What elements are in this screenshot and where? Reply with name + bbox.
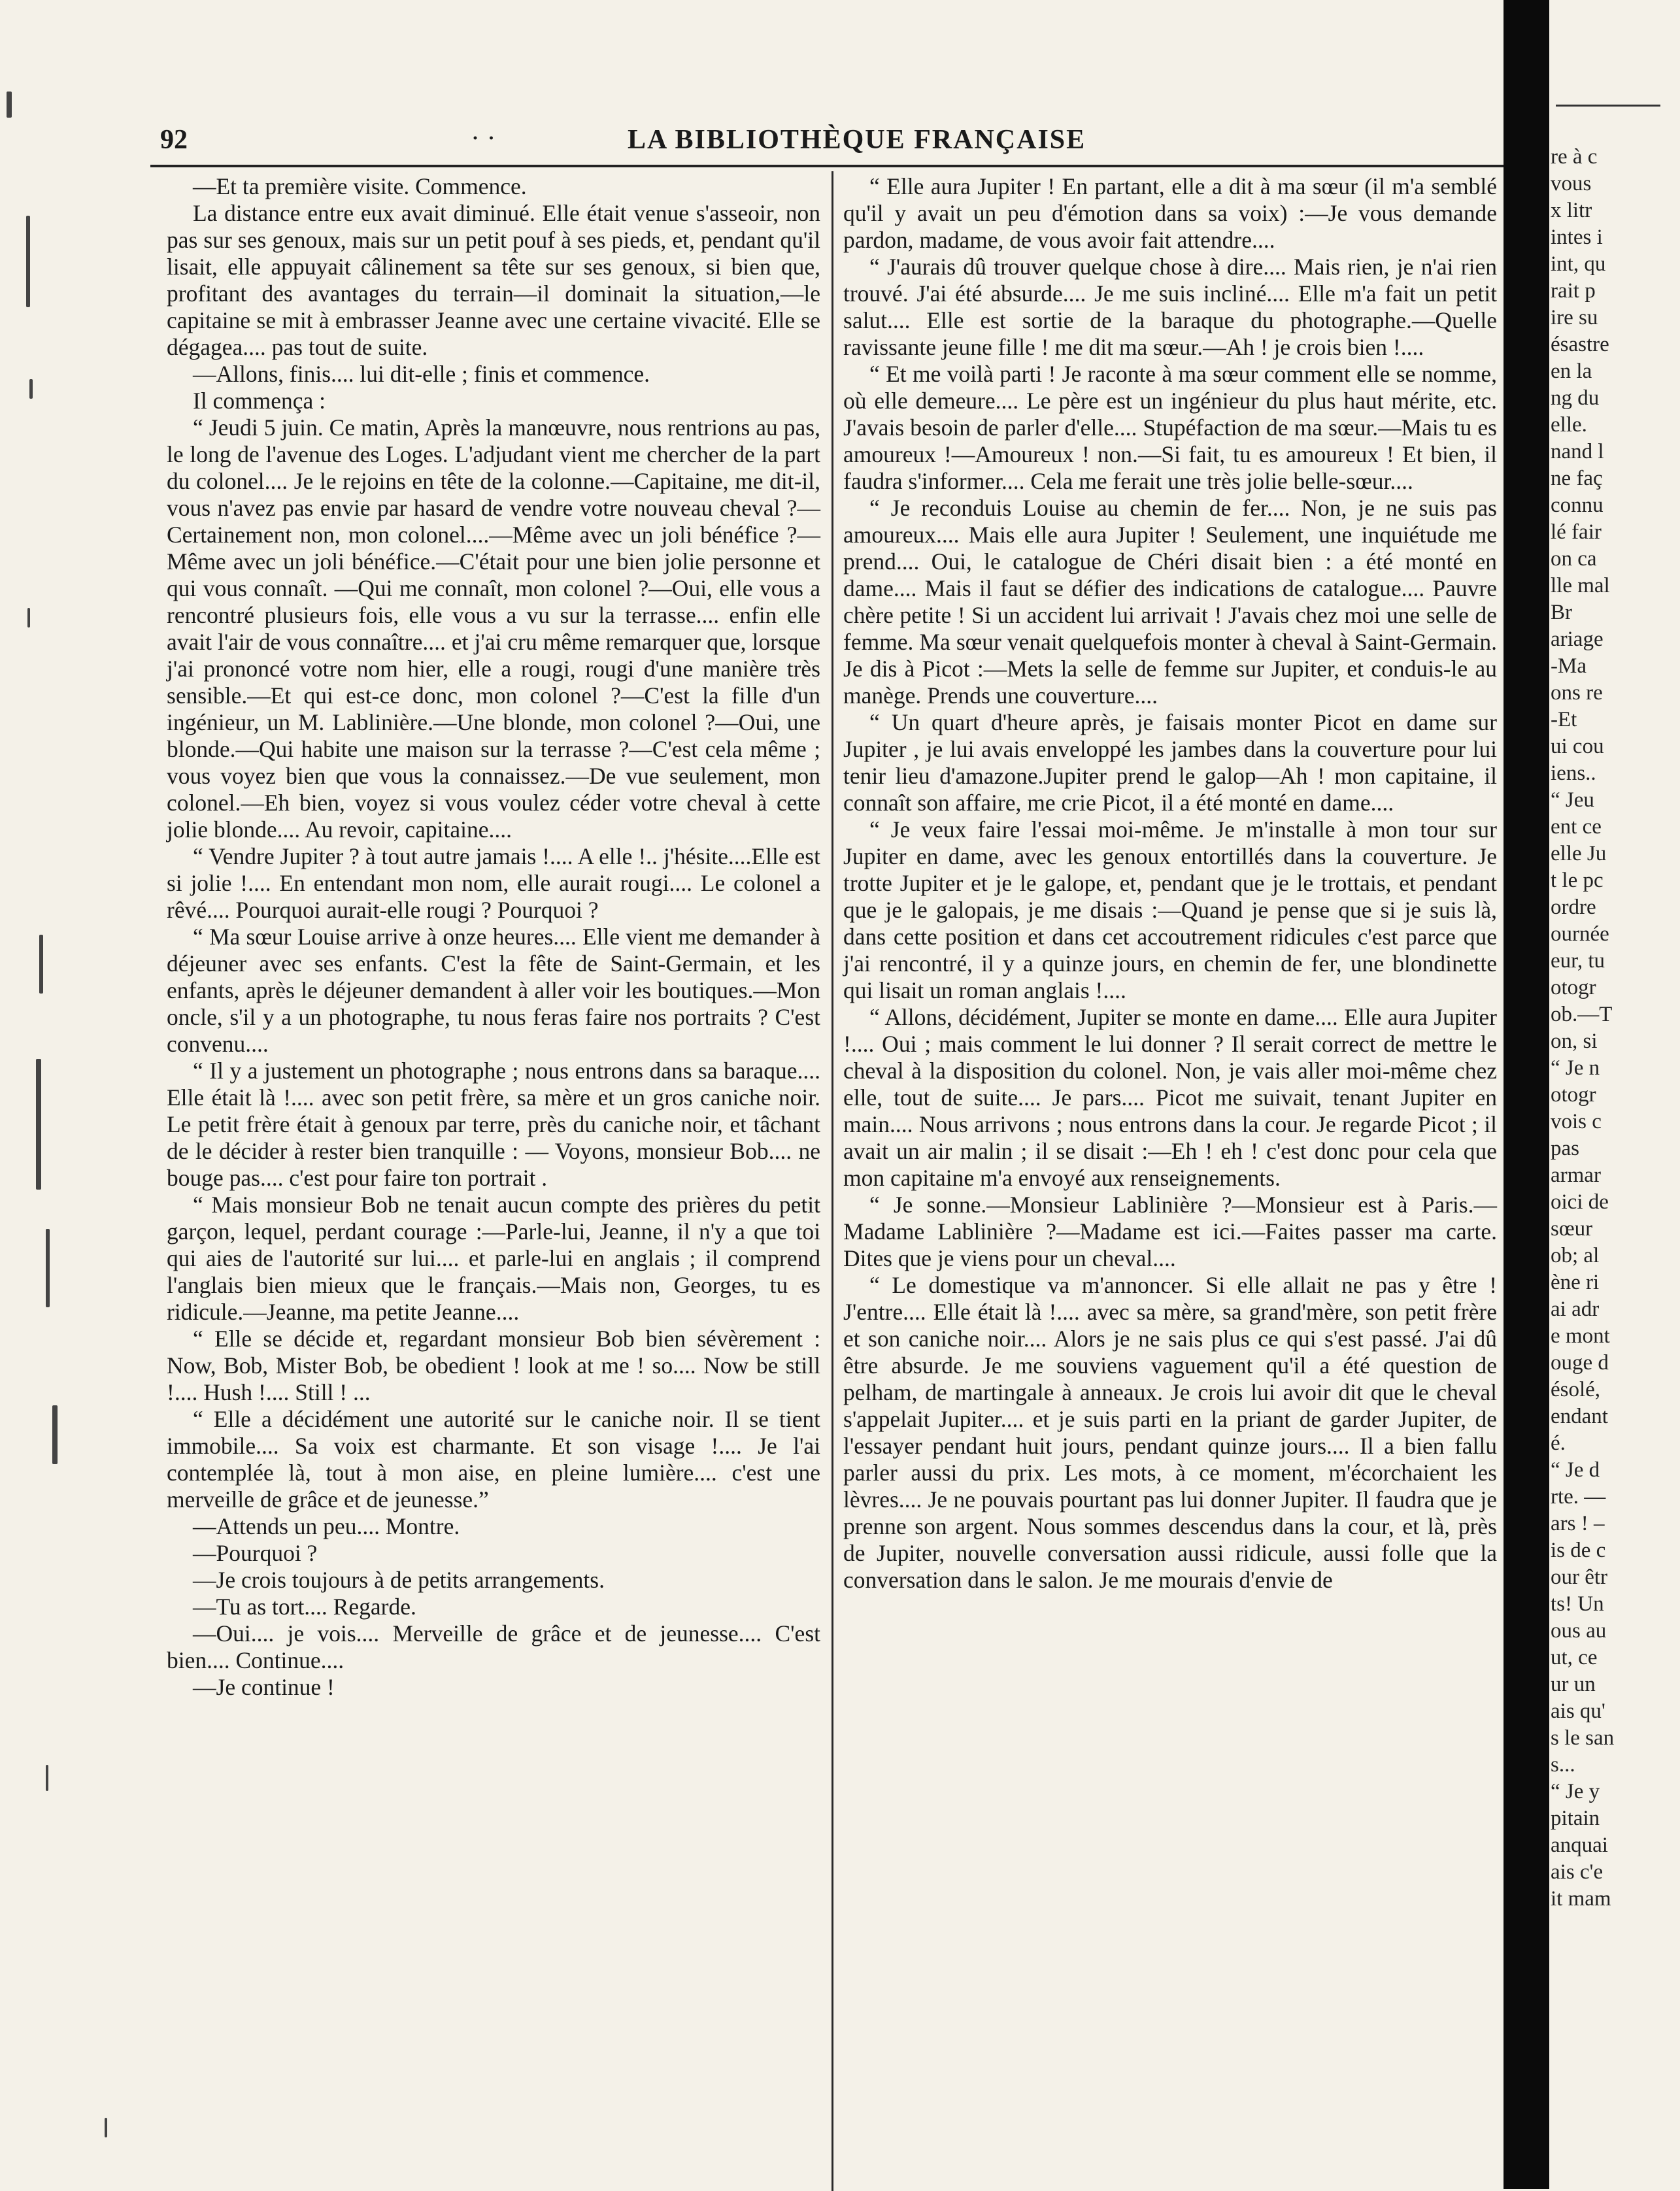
bleed-line: ts! Un [1551,1592,1604,1616]
column-divider [832,171,833,2191]
paragraph: —Et ta première visite. Commence. [193,173,527,199]
bleed-line: Br [1551,601,1572,624]
paragraph: “ J'aurais dû trouver quelque chose à dire.... Mais rien, je n'ai rien trouvé. J'ai été absurde.... Je me suis incliné.... Elle m'a fait un petit salut.... Elle est sortie de la baraque du photographe.—Quelle ravissante jeune fille ! me dit ma sœur.—Ah ! je crois bien !.... [843,254,1497,360]
paragraph: “ Je reconduis Louise au chemin de fer.... Non, je ne suis pas amoureux.... Mais elle aura Jupiter ! Seulement, une inquiétude me prend.... Oui, le catalogue de Chéri disait bien : a été monté en dame.... Mais il faut se défier des indications de catalogue.... Pauvre chère petite ! Si un accident lui arrivait ! J'avais chez moi une selle de femme. Ma sœur venait quelquefois monter à cheval à Saint-Germain. Je dis à Picot :—Mets la selle de femme sur Jupiter, et conduis-le au manège. Prends une couverture.... [843,495,1497,709]
bleed-line: “ Je n [1551,1056,1600,1080]
bleed-line: ob; al [1551,1244,1600,1267]
paragraph: La distance entre eux avait diminué. Elle était venue s'asseoir, non pas sur ses genoux, mais sur un petit pouf à ses pieds, et, pendant qu'il lisait, elle appuyait câlinement sa tête sur ses genoux, si bien que, profitant des avantages du terrain—il dominait la situation,—le capitaine se mit à embrasser Jeanne avec une certaine vivacité. Elle se dégagea.... pas tout de suite. [167,200,820,360]
bleed-line: ons re [1551,681,1603,705]
bleed-line: -Ma [1551,654,1587,678]
paragraph: “ Elle se décide et, regardant monsieur Bob bien sévèrement : Now, Bob, Mister Bob, be obedient ! look at me ! so.... Now be still !.... Hush !.... Still ! ... [167,1326,820,1405]
bleed-line: s... [1551,1753,1575,1777]
header-dots: · · [471,124,496,154]
paragraph: “ Vendre Jupiter ? à tout autre jamais !.... A elle !.. j'hésite....Elle est si jolie !.... En entendant mon nom, elle aurait rougi.... Le colonel a rêvé.... Pourquoi aurait-elle rougi ? Pourquoi ? [167,843,820,923]
adjacent-page-bleed [1551,144,1675,1913]
bleed-line: ène ri [1551,1271,1600,1294]
paragraph: “ Je sonne.—Monsieur Lablinière ?—Monsieur est à Paris.—Madame Lablinière ?—Madame est ici.—Faites passer ma carte. Dites que je viens pour un cheval.... [843,1192,1497,1271]
bleed-line: -Et [1551,708,1577,731]
bleed-line: our êtr [1551,1565,1608,1589]
bleed-line: rte. — [1551,1485,1606,1509]
bleed-line: on ca [1551,547,1597,571]
paragraph: “ Un quart d'heure après, je faisais monter Picot en dame sur Jupiter , je lui avais enveloppé les jambes dans la couverture pour lui tenir lieu d'amazone.Jupiter prend le galop—Ah ! mon capitaine, il connaît son affaire, me crie Picot, il a été monté en dame.... [843,709,1497,816]
bleed-line: ui cou [1551,735,1604,758]
bleed-line: is de c [1551,1539,1606,1562]
binding-shadow [1504,0,1549,2189]
bleed-line: iens.. [1551,761,1596,785]
bleed-line: ésastre [1551,333,1609,356]
bleed-line: on, si [1551,1029,1598,1053]
bleed-line: oici de [1551,1190,1609,1214]
bleed-line: lé fair [1551,520,1602,544]
paragraph: —Tu as tort.... Regarde. [193,1594,416,1620]
bleed-line: ouge d [1551,1351,1609,1375]
bleed-line: eur, tu [1551,949,1605,973]
bleed-line: int, qu [1551,252,1606,276]
bleed-line: it mam [1551,1887,1611,1911]
paragraph: —Allons, finis.... lui dit-elle ; finis et commence. [193,361,650,387]
bleed-line: “ Jeu [1551,788,1594,812]
paragraph: “ Elle aura Jupiter ! En partant, elle a dit à ma sœur (il m'a semblé qu'il y avait un peu d'émotion dans sa voix) :—Je vous demande pardon, madame, de vous avoir fait attendre.... [843,173,1497,253]
bleed-line: pas [1551,1137,1579,1160]
header-rule [150,165,1504,167]
left-column [167,173,820,1701]
bleed-line: elle. [1551,413,1587,437]
paragraph: —Oui.... je vois.... Merveille de grâce et de jeunesse.... C'est bien.... Continue.... [167,1620,820,1673]
bleed-line: re à c [1551,145,1598,169]
bleed-line: armar [1551,1163,1601,1187]
bleed-line: s le san [1551,1726,1615,1750]
paragraph: —Je crois toujours à de petits arrangements. [193,1567,605,1593]
bleed-line: anquai [1551,1833,1608,1857]
paragraph: “ Il y a justement un photographe ; nous entrons dans sa baraque.... Elle était là !.... avec son petit frère, sa mère et un gros caniche noir. Le petit frère était à genoux par terre, près du caniche noir, et tâchant de le décider à rester bien tranquille : — Voyons, monsieur Bob.... ne bouge pas.... c'est pour faire ton portrait . [167,1058,820,1191]
bleed-line: pitain [1551,1807,1600,1830]
bleed-line: e mont [1551,1324,1610,1348]
bleed-line: ai adr [1551,1297,1600,1321]
bleed-line: rait p [1551,279,1596,303]
bleed-line: “ Je d [1551,1458,1600,1482]
bleed-line: ut, ce [1551,1646,1598,1669]
bleed-line: ous au [1551,1619,1607,1643]
bleed-line: ésolé, [1551,1378,1601,1401]
bleed-line: otogr [1551,1083,1596,1107]
bleed-line: ng du [1551,386,1600,410]
margin-marks [0,0,78,2189]
bleed-line: ariage [1551,627,1604,651]
bleed-line: endant [1551,1405,1608,1428]
bleed-line: sœur [1551,1217,1593,1241]
bleed-line: elle Ju [1551,842,1607,865]
paragraph: “ Ma sœur Louise arrive à onze heures.... Elle vient me demander à déjeuner avec ses enfants. C'est la fête de Saint-Germain, et les enfants, après le déjeuner demandent à aller voir les boutiques.—Mon oncle, s'il y a un photographe, tu nous feras faire nos portraits ? C'est convenu.... [167,924,820,1057]
bleed-line: é. [1551,1431,1566,1455]
bleed-line: ob.—T [1551,1003,1613,1026]
bleed-line: ent ce [1551,815,1602,839]
running-head: LA BIBLIOTHÈQUE FRANÇAISE [628,125,1086,155]
paragraph: “ Elle a décidément une autorité sur le caniche noir. Il se tient immobile.... Sa voix est charmante. Et son visage !.... Je l'ai contemplée là, tout à mon aise, en pleine lumière.... c'est une merveille de grâce et de jeunesse.” [167,1406,820,1513]
paragraph: —Attends un peu.... Montre. [193,1513,460,1539]
right-column [843,173,1497,1594]
bleed-line: ais qu' [1551,1699,1605,1723]
paragraph: “ Et me voilà parti ! Je raconte à ma sœur comment elle se nomme, où elle demeure.... Le père est un ingénieur du plus haut mérite, etc. J'avais besoin de parler d'elle.... Stupéfaction de ma sœur.—Mais tu es amoureux !—Amoureux ! non.—Si fait, tu es amoureux ! Et bien, il faudra s'informer.... Cela me ferait une très jolie belle-sœur.... [843,361,1497,494]
bleed-line: en la [1551,360,1592,383]
paragraph: Il commença : [193,388,326,414]
paragraph: “ Mais monsieur Bob ne tenait aucun compte des prières du petit garçon, lequel, perdant courage :—Parle-lui, Jeanne, il n'y a que toi qui aies de l'autorité sur lui.... et parle-lui en anglais ; il comprend l'anglais bien mieux que le français.—Mais non, Georges, tu es ridicule.—Jeanne, ma petite Jeanne.... [167,1192,820,1325]
bleed-line: lle mal [1551,574,1610,597]
page-number: 92 [160,125,188,155]
bleed-line: ur un [1551,1673,1596,1696]
bleed-line: otogr [1551,976,1596,999]
bleed-line: ordre [1551,895,1596,919]
bleed-line: ars ! – [1551,1512,1605,1535]
bleed-line: vous [1551,172,1592,195]
bleed-line: connu [1551,493,1604,517]
paragraph: “ Allons, décidément, Jupiter se monte en dame.... Elle aura Jupiter !.... Oui ; mais comment le lui donner ? Il serait correct de mettre le cheval à la disposition du colonel. Non, je vais aller moi-même chez elle, tout de suite.... Je pars.... Picot me suivait, tenant Jupiter en main.... Nous arrivons ; nous entrons dans la cour. Je regarde Picot ; il avait un air malin ; il se disait :—Eh ! eh ! c'est donc pour cela que mon capitaine m'a envoyé aux renseignements. [843,1004,1497,1191]
bleed-line: x litr [1551,199,1592,222]
bleed-line: ais c'e [1551,1860,1604,1884]
bleed-line: intes i [1551,226,1603,249]
paragraph: “ Je veux faire l'essai moi-même. Je m'installe à mon tour sur Jupiter en dame, avec les genoux entortillés dans la couverture. Je trotte Jupiter et je le galope, et, pendant que je le trottais, et pendant que je le galopais, je me disais :—Quand je pense que si je suis là, dans cette position et dans cet accoutrement ridicules c'est parce que j'ai rencontré, il y a quinze jours, en chemin de fer, une blondinette qui lisait un roman anglais !.... [843,816,1497,1003]
bleed-line: ournée [1551,922,1609,946]
paragraph: —Je continue ! [193,1674,335,1700]
bleed-line: “ Je y [1551,1780,1600,1803]
bleed-line: ire su [1551,306,1598,329]
paragraph: “ Jeudi 5 juin. Ce matin, Après la manœuvre, nous rentrions au pas, le long de l'avenue des Loges. L'adjudant vient me chercher de la part du colonel.... Je le rejoins en tête de la colonne.—Capitaine, me dit-il, vous n'avez pas envie par hasard de vendre votre nouveau cheval ?—Certainement non, mon colonel....—Même avec un joli bénéfice ?—Même avec un joli bénéfice.—C'était pour une bien jolie personne et qui vous connaît. —Qui me connaît, mon colonel ?—Oui, elle vous a rencontré plusieurs fois, elle vous a vu sur la terrasse.... enfin elle avait l'air de vous connaître.... et j'ai cru même remarquer que, lorsque j'ai prononcé votre nom hier, elle a rougi, rougi d'une manière très sensible.—Et qui est-ce donc, mon colonel ?—C'est la fille d'un ingénieur, un M. Lablinière.—Une blonde, mon colonel ?—Oui, une blonde.—Qui habite une maison sur la terrasse ?—C'est cela même ; vous voyez bien que vous la connaissez.—De vue seulement, mon colonel.—Eh bien, voyez si vous voulez céder votre cheval à cette jolie blonde.... Au revoir, capitaine.... [167,414,820,843]
header-rule-right [1556,105,1660,107]
bleed-line: t le pc [1551,869,1604,892]
bleed-line: ne faç [1551,467,1603,490]
paragraph: “ Le domestique va m'annoncer. Si elle allait ne pas y être ! J'entre.... Elle était là !.... avec sa mère, sa grand'mère, son petit frère et son caniche noir.... Alors je ne sais plus ce qui s'est passé. J'ai dû être absurde. Je me souviens vaguement qu'il a été question de pelham, de martingale à anneaux. Je crois lui avoir dit que le cheval s'appelait Jupiter.... et je suis parti en la priant de garder Jupiter, de l'essayer pendant huit jours, pendant quinze jours.... Il a bien fallu parler aussi du prix. Les mots, à ce moment, m'écorchaient les lèvres.... Je ne pouvais pourtant pas lui donner Jupiter. Il faudra que je prenne son argent. Nous sommes descendus dans la cour, et là, près de Jupiter, nouvelle conversation aussi ridicule, aussi folle que la conversation dans le salon. Je me mourais d'envie de [843,1272,1497,1593]
paragraph: —Pourquoi ? [193,1540,318,1566]
bleed-line: nand l [1551,440,1604,463]
bleed-line: vois c [1551,1110,1602,1133]
